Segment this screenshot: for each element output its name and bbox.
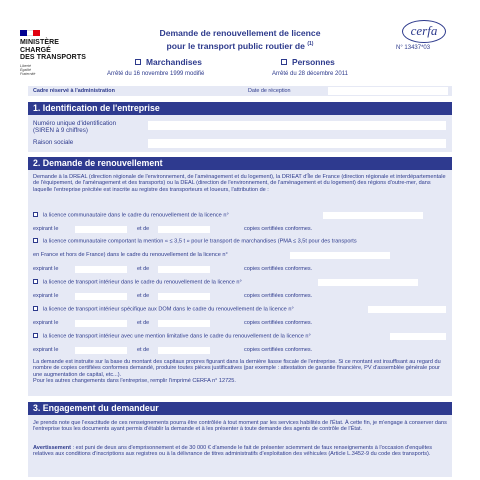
- reception-date-label: Date de réception: [248, 88, 291, 94]
- et-de-label: et de: [137, 226, 150, 232]
- siren-input[interactable]: [148, 121, 446, 130]
- copies-count-field[interactable]: [158, 266, 210, 273]
- choice-marchandises[interactable]: Marchandises: [135, 57, 202, 67]
- expiry-date-field[interactable]: [75, 293, 127, 300]
- section-3-title: 3. Engagement du demandeur: [28, 402, 452, 415]
- choice-personnes[interactable]: Personnes: [281, 57, 335, 67]
- licence-number-field[interactable]: [318, 279, 418, 286]
- expirant-label: expirant le: [33, 226, 59, 232]
- copies-label: copies certifiées conformes.: [244, 226, 313, 232]
- licence-number-field[interactable]: [323, 212, 423, 219]
- copies-label: copies certifiées conformes.: [244, 347, 313, 353]
- section-2-title: 2. Demande de renouvellement: [28, 157, 452, 170]
- cerfa-number: N° 13437*03: [396, 45, 431, 51]
- republic-motto: Liberté Égalité Fraternité: [20, 63, 36, 77]
- licence-number-field[interactable]: [368, 306, 446, 313]
- section-2-outro: La demande est instruite sur la base du montant des capitaux propres figurant dans la dernière liasse fiscale de l'entreprise. Si ce montant est insuffisant au regard du nombre de copies certifiées conformes demandé, produire toutes pièces justificatives (par exemple : attestation de garantie financière, PV d'assemblée générale pour une augmentation de capital, etc...). Pour les autres changements dans l'entreprise, remplir l'imprimé CERFA n° 12725.: [33, 359, 441, 385]
- admin-label: Cadre réservé à l'administration: [33, 88, 115, 94]
- et-de-label: et de: [137, 320, 150, 326]
- ministry-logo: [20, 30, 86, 77]
- expiry-row: [33, 292, 447, 300]
- copies-label: copies certifiées conformes.: [244, 320, 313, 326]
- copies-label: copies certifiées conformes.: [244, 293, 313, 299]
- checkbox-icon[interactable]: [33, 333, 38, 338]
- copies-count-field[interactable]: [158, 293, 210, 300]
- option-licence-transport-interieur[interactable]: la licence de transport intérieur dans le cadre du renouvellement de la licence n°: [33, 279, 242, 287]
- form-title: Demande de renouvellement de licence pour le transport public routier de $^{(1)}$: [159, 28, 321, 51]
- title-footnote: (1): [307, 40, 314, 47]
- checkbox-icon[interactable]: [33, 212, 38, 217]
- expiry-date-field[interactable]: [75, 266, 127, 273]
- expiry-row: [33, 265, 447, 273]
- expirant-label: expirant le: [33, 347, 59, 353]
- expiry-date-field[interactable]: [75, 320, 127, 327]
- cerfa-logo: cerfa: [402, 20, 446, 43]
- section-1-body: [28, 115, 452, 152]
- warning-label: Avertissement: [33, 445, 72, 451]
- cerfa-reference: Pour les autres changements dans l'entreprise, remplir l'imprimé CERFA n° 12725.: [33, 378, 236, 385]
- copies-count-field[interactable]: [158, 226, 210, 233]
- ministry-name: MINISTÈRE CHARGÉ DES TRANSPORTS: [20, 39, 86, 61]
- checkbox-icon[interactable]: [281, 59, 287, 65]
- expiry-row: [33, 346, 447, 354]
- section-2-body: [28, 170, 452, 396]
- form-header: [0, 0, 480, 84]
- option-licence-transport-interieur-dom[interactable]: la licence de transport intérieur spécifique aux DOM dans le cadre du renouvellement de la licence n°: [33, 306, 294, 314]
- checkbox-icon[interactable]: [33, 238, 38, 243]
- raison-sociale-input[interactable]: [148, 139, 446, 148]
- copies-label: copies certifiées conformes.: [244, 266, 313, 272]
- et-de-label: et de: [137, 266, 150, 272]
- option-licence-mention-limitative[interactable]: la licence de transport intérieur avec une mention limitative dans le cadre du renouvellement de la licence n°: [33, 333, 311, 341]
- engagement-text: Je prends note que l'exactitude de ces renseignements pourra être contrôlée à tout moment par les services habilités de l'État. À cette fin, je m'engage à conserver dans l'entreprise tous les documents ayant permis d'établir la demande et à les présenter à toute demande des agents de contrôle de l'État.: [33, 420, 447, 433]
- admin-reserved-bar: [28, 86, 452, 96]
- expiry-row: [33, 225, 447, 233]
- french-flag-icon: [20, 30, 40, 36]
- option-licence-communautaire-3-5t[interactable]: la licence communautaire comportant la mention « ≤ 3,5 t » pour le transport de marchandises (PMA ≤ 3,5t pour des transports: [33, 238, 357, 246]
- expiry-row: [33, 319, 447, 327]
- copies-count-field[interactable]: [158, 347, 210, 354]
- expirant-label: expirant le: [33, 266, 59, 272]
- licence-number-field[interactable]: [390, 333, 446, 340]
- reception-date-field[interactable]: [328, 87, 448, 95]
- expirant-label: expirant le: [33, 320, 59, 326]
- raison-sociale-label: Raison sociale: [33, 139, 74, 146]
- checkbox-icon[interactable]: [33, 279, 38, 284]
- warning-text: Avertissement : est puni de deux ans d'emprisonnement et de 30 000 € d'amende le fait de présenter sciemment de faux renseignements à l'occasion d'enquêtes relatives aux conditions d'inscriptions aux registres ou à la délivrance de titres administratifs d'exploitation des véhicules (Article L.3452-9 du code des transports).: [33, 445, 433, 458]
- copies-count-field[interactable]: [158, 320, 210, 327]
- section-3-body: [28, 415, 452, 477]
- et-de-label: et de: [137, 347, 150, 353]
- arrete-personnes: Arrêté du 28 décembre 2011: [272, 71, 348, 77]
- et-de-label: et de: [137, 293, 150, 299]
- arrete-marchandises: Arrêté du 16 novembre 1999 modifié: [107, 71, 205, 77]
- checkbox-icon[interactable]: [33, 306, 38, 311]
- checkbox-icon[interactable]: [135, 59, 141, 65]
- expiry-date-field[interactable]: [75, 226, 127, 233]
- expirant-label: expirant le: [33, 293, 59, 299]
- section-1-title: 1. Identification de l'entreprise: [28, 102, 452, 115]
- siren-label: Numéro unique d'identification (SIREN à 9 chiffres): [33, 120, 117, 134]
- licence-number-field[interactable]: [290, 252, 390, 259]
- option-licence-communautaire-3-5t-line2: en France et hors de France) dans le cadre du renouvellement de la licence n°: [33, 252, 228, 258]
- option-licence-communautaire[interactable]: la licence communautaire dans le cadre du renouvellement de la licence n°: [33, 212, 229, 220]
- section-2-intro: Demande à la DREAL (direction régionale de l'environnement, de l'aménagement et du logement), la DRIEAT d'Île de France (direction régionale et interdépartementale de l'équipement, de l'aménagement et des transports) ou la DEAL (direction de l'environnement, de l'aménagement et du logement) des régions d'outre-mer, dans laquelle l'entreprise précitée est inscrite au registre des transporteurs et loueurs, l'attribution de :: [33, 174, 446, 193]
- expiry-date-field[interactable]: [75, 347, 127, 354]
